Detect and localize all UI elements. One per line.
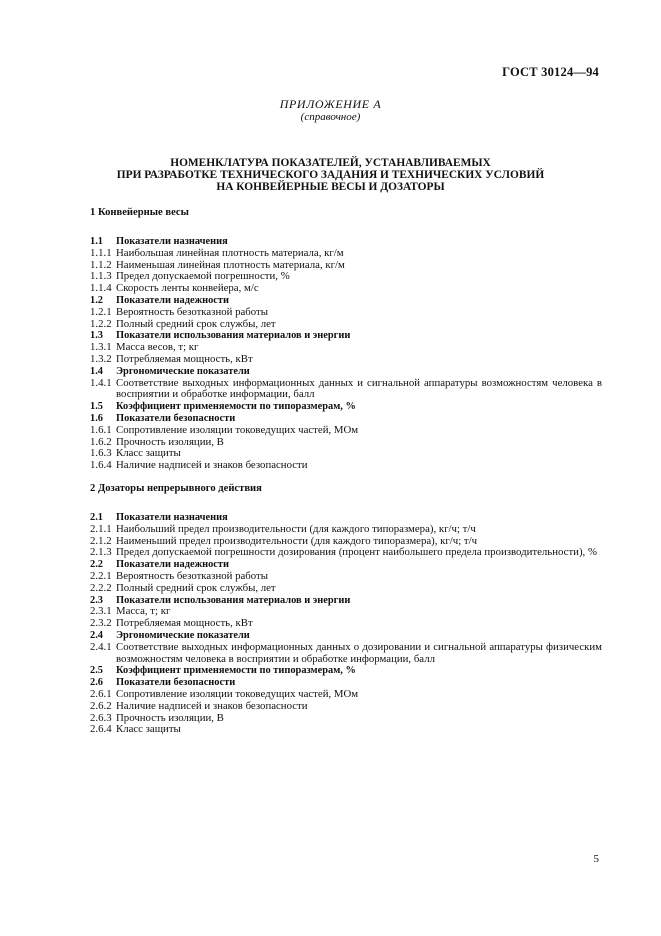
list-item	[90, 378, 602, 402]
document-title	[0, 157, 661, 194]
item-number: 2.1	[90, 512, 103, 523]
list-item	[90, 283, 602, 295]
item-number: 2.4	[90, 629, 103, 641]
section-title: 2 Дозаторы непрерывного действия	[90, 483, 262, 494]
item-text: Сопротивление изоляции токоведущих частей, МОм	[116, 687, 359, 700]
list-item	[90, 248, 602, 260]
item-text: Наибольший предел производительности (для каждого типоразмера), кг/ч; т/ч	[116, 522, 476, 535]
item-text: Класс защиты	[116, 447, 181, 460]
item-number: 1.3	[90, 330, 103, 342]
list-item	[90, 642, 602, 666]
document-code: ГОСТ 30124—94	[502, 65, 599, 79]
item-text: Сопротивление изоляции токоведущих частей, МОм	[116, 423, 359, 436]
item-number: 2.2.1	[90, 569, 112, 582]
item-number: 1.1.1	[90, 246, 112, 259]
item-text: Прочность изоляции, В	[116, 435, 224, 448]
list-item	[90, 413, 602, 425]
item-number: 1.2.2	[90, 317, 112, 330]
item-text: Полный средний срок службы, лет	[116, 317, 276, 330]
item-text: Скорость ленты конвейера, м/с	[116, 282, 259, 295]
item-number: 1.3.1	[90, 341, 112, 354]
item-number: 1.6.1	[90, 423, 112, 436]
item-number: 1.1.4	[90, 282, 112, 295]
item-text: Потребляемая мощность, кВт	[116, 352, 253, 365]
item-number: 2.1.3	[90, 546, 112, 559]
section-2-items	[90, 512, 602, 736]
item-number: 2.3	[90, 594, 103, 606]
appendix-note: (справочное)	[300, 111, 361, 123]
list-item	[90, 354, 602, 366]
item-number: 1.3.2	[90, 352, 112, 365]
item-text: Показатели назначения	[116, 512, 228, 523]
item-number: 2.4.1	[90, 640, 112, 653]
item-text: Коэффициент применяемости по типоразмерам, %	[116, 401, 356, 413]
section-1-items	[90, 236, 602, 472]
list-item	[90, 630, 602, 642]
section-title: 1 Конвейерные весы	[90, 207, 189, 218]
item-number: 2.6	[90, 677, 103, 689]
item-text: Прочность изоляции, В	[116, 711, 224, 724]
item-number: 2.2.2	[90, 581, 112, 594]
item-number: 1.6.4	[90, 459, 112, 472]
item-text: Наличие надписей и знаков безопасности	[116, 459, 308, 472]
list-item	[90, 689, 602, 701]
item-number: 2.6.1	[90, 687, 112, 700]
list-item	[90, 571, 602, 583]
item-number: 1.4	[90, 365, 103, 377]
appendix-label: ПРИЛОЖЕНИЕ А	[279, 97, 382, 111]
item-text: Коэффициент применяемости по типоразмерам, %	[116, 665, 356, 677]
item-number: 1.2	[90, 294, 103, 306]
item-text: Соответствие выходных информационных данных и сигнальной аппаратуры возможностям человека в восприятии и обработке информации, балл	[116, 376, 602, 401]
list-item	[90, 618, 602, 630]
title-line-1: НОМЕНКЛАТУРА ПОКАЗАТЕЛЕЙ, УСТАНАВЛИВАЕМЫХ	[170, 157, 491, 169]
list-item	[90, 319, 602, 331]
item-number: 2.2	[90, 559, 103, 571]
item-number: 2.5	[90, 665, 103, 677]
list-item	[90, 583, 602, 595]
list-item	[90, 366, 602, 378]
item-text: Соответствие выходных информационных данных о дозировании и сигнальной аппаратуры физическим возможностям человека в восприятии и обработке информации, балл	[116, 640, 602, 665]
item-text: Наибольшая линейная плотность материала, кг/м	[116, 246, 344, 259]
item-number: 1.2.1	[90, 305, 112, 318]
list-item	[90, 295, 602, 307]
item-number: 1.6.3	[90, 447, 112, 460]
item-number: 2.6.2	[90, 699, 112, 712]
item-text: Наименьшая линейная плотность материала, кг/м	[116, 258, 345, 271]
item-text: Вероятность безотказной работы	[116, 305, 269, 318]
item-number: 1.5	[90, 401, 103, 413]
item-text: Показатели использования материалов и энергии	[116, 594, 351, 606]
item-number: 1.4.1	[90, 376, 112, 389]
item-number: 1.6	[90, 412, 103, 424]
item-text: Наименьший предел производительности (для каждого типоразмера), кг/ч; т/ч	[116, 534, 478, 547]
item-text: Показатели использования материалов и энергии	[116, 330, 351, 342]
list-item	[90, 724, 602, 736]
item-number: 1.1.3	[90, 270, 112, 283]
list-item	[90, 425, 602, 437]
item-number: 2.1.2	[90, 534, 112, 547]
item-number: 2.3.1	[90, 605, 112, 618]
item-text: Предел допускаемой погрешности дозирования (процент наибольшего предела производительности), %	[116, 546, 597, 559]
item-text: Наличие надписей и знаков безопасности	[116, 699, 308, 712]
list-item	[90, 701, 602, 713]
item-text: Показатели назначения	[116, 236, 228, 247]
item-text: Потребляемая мощность, кВт	[116, 617, 253, 630]
list-item	[90, 307, 602, 319]
item-number: 1.1	[90, 236, 103, 247]
item-number: 2.1.1	[90, 522, 112, 535]
page-number: 5	[593, 853, 599, 865]
section-1	[90, 207, 602, 472]
item-number: 1.1.2	[90, 258, 112, 271]
item-text: Эргономические показатели	[116, 365, 250, 377]
item-text: Масса, т; кг	[116, 605, 171, 618]
item-text: Показатели безопасности	[116, 677, 236, 689]
item-text: Показатели безопасности	[116, 412, 236, 424]
list-item	[90, 460, 602, 472]
list-item	[90, 665, 602, 677]
item-number: 2.3.2	[90, 617, 112, 630]
item-number: 1.6.2	[90, 435, 112, 448]
list-item	[90, 524, 602, 536]
title-line-3: НА КОНВЕЙЕРНЫЕ ВЕСЫ И ДОЗАТОРЫ	[216, 181, 445, 194]
item-text: Показатели надежности	[116, 294, 230, 306]
item-text: Эргономические показатели	[116, 629, 250, 641]
item-text: Показатели надежности	[116, 559, 230, 571]
item-text: Класс защиты	[116, 723, 181, 736]
section-2	[90, 483, 602, 736]
item-number: 2.6.4	[90, 723, 112, 736]
list-item	[90, 401, 602, 413]
item-text: Вероятность безотказной работы	[116, 569, 269, 582]
appendix-heading	[0, 97, 661, 124]
item-text: Масса весов, т; кг	[116, 341, 199, 354]
list-item	[90, 547, 602, 559]
title-line-2: ПРИ РАЗРАБОТКЕ ТЕХНИЧЕСКОГО ЗАДАНИЯ И ТЕХНИЧЕСКИХ УСЛОВИЙ	[116, 169, 545, 182]
item-number: 2.6.3	[90, 711, 112, 724]
item-text: Полный средний срок службы, лет	[116, 581, 276, 594]
item-text: Предел допускаемой погрешности, %	[116, 270, 290, 283]
